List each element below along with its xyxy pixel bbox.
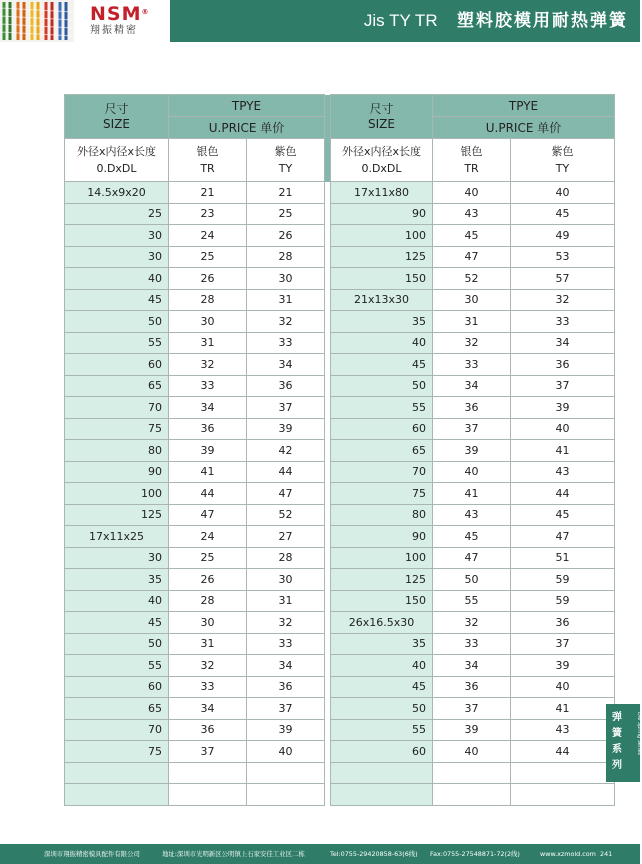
size-cell: 90 (331, 203, 433, 225)
ty-price-cell: 36 (247, 676, 325, 698)
size-cell: 100 (331, 547, 433, 569)
ty-header-right: 紫色 TY (511, 139, 615, 182)
tr-price-cell (169, 784, 247, 806)
ty-price-cell: 33 (511, 311, 615, 333)
table-row (65, 504, 615, 526)
tr-price-cell: 32 (433, 332, 511, 354)
ty-price-cell: 42 (247, 440, 325, 462)
ty-price-cell: 37 (511, 633, 615, 655)
tr-price-cell: 31 (169, 332, 247, 354)
ty-price-cell: 40 (511, 182, 615, 204)
ty-price-cell: 41 (511, 698, 615, 720)
size-cell: 65 (65, 375, 169, 397)
size-cell: 80 (65, 440, 169, 462)
ty-price-cell: 34 (247, 655, 325, 677)
tr-price-cell: 55 (433, 590, 511, 612)
tr-price-cell: 32 (169, 354, 247, 376)
ty-price-cell: 28 (247, 547, 325, 569)
tr-price-cell: 24 (169, 526, 247, 548)
size-cell: 25 (65, 203, 169, 225)
size-cell: 150 (331, 590, 433, 612)
size-cell: 45 (331, 354, 433, 376)
price-table (64, 94, 615, 806)
size-cell: 50 (65, 633, 169, 655)
tr-price-cell: 39 (433, 719, 511, 741)
tr-price-cell: 45 (433, 225, 511, 247)
size-cell: 125 (65, 504, 169, 526)
brand-name-cn: 翔振精密 (90, 25, 138, 36)
ty-price-cell: 47 (511, 526, 615, 548)
size-cell: 35 (331, 311, 433, 333)
tr-price-cell: 43 (433, 203, 511, 225)
tr-price-cell: 39 (433, 440, 511, 462)
tr-price-cell: 31 (169, 633, 247, 655)
ty-price-cell: 31 (247, 590, 325, 612)
tr-price-cell: 47 (169, 504, 247, 526)
tr-price-cell: 25 (169, 547, 247, 569)
table-row (65, 268, 615, 290)
ty-price-cell (511, 762, 615, 784)
size-cell: 70 (65, 397, 169, 419)
dim-header-right: 外径x内径x长度 0.DxDL (331, 139, 433, 182)
ty-price-cell: 40 (247, 741, 325, 763)
size-cell: 100 (65, 483, 169, 505)
tr-price-cell: 40 (433, 741, 511, 763)
size-cell: 30 (65, 547, 169, 569)
size-cell (65, 762, 169, 784)
tr-price-cell: 33 (433, 354, 511, 376)
page-footer (0, 844, 640, 864)
tr-header-left: 银色 TR (169, 139, 247, 182)
ty-price-cell: 36 (511, 612, 615, 634)
ty-price-cell: 39 (247, 719, 325, 741)
side-tab-label-en: Die Spring Series (636, 712, 642, 756)
ty-price-cell: 30 (247, 569, 325, 591)
ty-price-cell: 30 (247, 268, 325, 290)
ty-price-cell: 40 (511, 418, 615, 440)
table-row (65, 526, 615, 548)
size-cell: 60 (65, 354, 169, 376)
tr-price-cell: 25 (169, 246, 247, 268)
size-cell: 60 (331, 418, 433, 440)
size-cell: 30 (65, 225, 169, 247)
logo-area (0, 0, 170, 42)
table-row (65, 569, 615, 591)
size-cell: 65 (65, 698, 169, 720)
ty-price-cell: 40 (511, 676, 615, 698)
page-title (364, 0, 628, 42)
tr-price-cell: 36 (433, 676, 511, 698)
ty-price-cell: 37 (247, 698, 325, 720)
tr-price-cell: 43 (433, 504, 511, 526)
table-row (65, 676, 615, 698)
springs-image (0, 0, 74, 42)
tr-price-cell: 41 (169, 461, 247, 483)
size-cell: 125 (331, 569, 433, 591)
size-cell: 50 (331, 698, 433, 720)
ty-price-cell: 43 (511, 461, 615, 483)
title-cn: 塑料胶模用耐热弹簧 (457, 11, 628, 31)
footer-fax: Fax:0755-27548871-72(2线) (430, 850, 520, 858)
size-cell: 55 (65, 332, 169, 354)
ty-price-cell: 45 (511, 203, 615, 225)
size-cell: 70 (65, 719, 169, 741)
size-cell: 75 (65, 741, 169, 763)
ty-price-cell: 53 (511, 246, 615, 268)
ty-price-cell: 52 (247, 504, 325, 526)
ty-price-cell: 44 (247, 461, 325, 483)
tr-price-cell: 24 (169, 225, 247, 247)
ty-price-cell: 25 (247, 203, 325, 225)
tr-price-cell: 34 (433, 655, 511, 677)
size-cell: 40 (65, 590, 169, 612)
ty-price-cell: 34 (247, 354, 325, 376)
side-tab (606, 704, 640, 782)
ty-price-cell: 33 (247, 332, 325, 354)
price-header-right: U.PRICE 单价 (433, 117, 615, 139)
ty-price-cell: 26 (247, 225, 325, 247)
table-row (65, 311, 615, 333)
ty-price-cell: 47 (247, 483, 325, 505)
table-row (65, 719, 615, 741)
ty-price-cell: 21 (247, 182, 325, 204)
size-cell: 55 (331, 719, 433, 741)
footer-company: 深圳市翔振精密模具配件有限公司 (44, 850, 140, 858)
footer-page-number: 241 (600, 850, 613, 858)
ty-price-cell: 37 (247, 397, 325, 419)
ty-price-cell: 28 (247, 246, 325, 268)
table-row (65, 375, 615, 397)
table-row (65, 332, 615, 354)
tr-price-cell: 33 (433, 633, 511, 655)
size-cell: 75 (65, 418, 169, 440)
size-cell: 21x13x30 (331, 289, 433, 311)
size-cell: 45 (65, 289, 169, 311)
table-row (65, 483, 615, 505)
tr-price-cell: 23 (169, 203, 247, 225)
ty-price-cell: 33 (247, 633, 325, 655)
tr-price-cell: 34 (433, 375, 511, 397)
tr-price-cell (433, 784, 511, 806)
size-cell: 75 (331, 483, 433, 505)
table-row (65, 590, 615, 612)
tr-price-cell: 30 (169, 311, 247, 333)
side-tab-label-cn: 弹簧系列 (612, 712, 622, 771)
ty-price-cell: 32 (247, 311, 325, 333)
ty-price-cell: 57 (511, 268, 615, 290)
table-row (65, 225, 615, 247)
size-cell: 90 (65, 461, 169, 483)
size-cell: 150 (331, 268, 433, 290)
footer-tel: Tel:0755-29420858-63(6线) (330, 850, 418, 858)
ty-price-cell: 36 (511, 354, 615, 376)
table-row (65, 762, 615, 784)
page-header (0, 0, 640, 42)
table-row (65, 397, 615, 419)
ty-price-cell: 27 (247, 526, 325, 548)
size-cell (331, 784, 433, 806)
tr-price-cell: 31 (433, 311, 511, 333)
table-row (65, 547, 615, 569)
table-row (65, 655, 615, 677)
tr-price-cell: 26 (169, 268, 247, 290)
table-row (65, 612, 615, 634)
size-cell: 17x11x80 (331, 182, 433, 204)
ty-price-cell: 36 (247, 375, 325, 397)
ty-price-cell (247, 762, 325, 784)
tr-price-cell: 32 (169, 655, 247, 677)
size-cell: 60 (65, 676, 169, 698)
size-cell: 70 (331, 461, 433, 483)
tr-price-cell: 37 (433, 418, 511, 440)
size-cell: 40 (65, 268, 169, 290)
table-row (65, 440, 615, 462)
ty-price-cell: 44 (511, 741, 615, 763)
tr-price-cell: 33 (169, 676, 247, 698)
tr-price-cell (433, 762, 511, 784)
ty-price-cell (247, 784, 325, 806)
tr-price-cell: 52 (433, 268, 511, 290)
tr-price-cell (169, 762, 247, 784)
size-cell: 55 (65, 655, 169, 677)
tr-price-cell: 39 (169, 440, 247, 462)
table-row (65, 633, 615, 655)
type-header-left: TPYE (169, 95, 325, 117)
size-cell: 45 (331, 676, 433, 698)
footer-website: www.xzmold.com (540, 850, 596, 858)
tr-price-cell: 50 (433, 569, 511, 591)
size-cell: 35 (331, 633, 433, 655)
tr-price-cell: 45 (433, 526, 511, 548)
ty-price-cell: 59 (511, 569, 615, 591)
size-cell: 35 (65, 569, 169, 591)
table-row (65, 461, 615, 483)
ty-price-cell (511, 784, 615, 806)
type-header-right: TPYE (433, 95, 615, 117)
table-row (65, 354, 615, 376)
size-header-right: 尺寸 SIZE (331, 95, 433, 139)
size-cell: 45 (65, 612, 169, 634)
size-cell: 17x11x25 (65, 526, 169, 548)
ty-price-cell: 37 (511, 375, 615, 397)
table-row (65, 784, 615, 806)
tr-price-cell: 30 (433, 289, 511, 311)
tr-price-cell: 37 (433, 698, 511, 720)
tr-price-cell: 40 (433, 461, 511, 483)
tr-price-cell: 34 (169, 698, 247, 720)
size-cell (331, 762, 433, 784)
table-row (65, 246, 615, 268)
tr-price-cell: 41 (433, 483, 511, 505)
size-header-left: 尺寸 SIZE (65, 95, 169, 139)
tr-price-cell: 34 (169, 397, 247, 419)
tr-price-cell: 47 (433, 246, 511, 268)
tr-price-cell: 33 (169, 375, 247, 397)
tr-price-cell: 47 (433, 547, 511, 569)
tr-price-cell: 36 (433, 397, 511, 419)
ty-price-cell: 39 (247, 418, 325, 440)
size-cell: 100 (331, 225, 433, 247)
ty-price-cell: 34 (511, 332, 615, 354)
title-en: Jis TY TR (363, 11, 438, 30)
tr-price-cell: 26 (169, 569, 247, 591)
size-cell: 50 (65, 311, 169, 333)
dim-header-left: 外径x内径x长度 0.DxDL (65, 139, 169, 182)
tr-price-cell: 40 (433, 182, 511, 204)
tr-price-cell: 28 (169, 590, 247, 612)
ty-price-cell: 39 (511, 655, 615, 677)
price-header-left: U.PRICE 单价 (169, 117, 325, 139)
ty-price-cell: 32 (511, 289, 615, 311)
ty-price-cell: 49 (511, 225, 615, 247)
ty-price-cell: 44 (511, 483, 615, 505)
ty-price-cell: 31 (247, 289, 325, 311)
size-cell: 125 (331, 246, 433, 268)
tr-price-cell: 44 (169, 483, 247, 505)
size-cell: 60 (331, 741, 433, 763)
ty-price-cell: 51 (511, 547, 615, 569)
ty-price-cell: 39 (511, 397, 615, 419)
brand (90, 4, 160, 38)
tr-price-cell: 36 (169, 418, 247, 440)
size-cell: 26x16.5x30 (331, 612, 433, 634)
footer-address: 地址:深圳市光明新区公明镇上石家安佳工业区二栋 (162, 850, 305, 858)
ty-price-cell: 32 (247, 612, 325, 634)
size-cell: 40 (331, 332, 433, 354)
table-row (65, 418, 615, 440)
table-row (65, 203, 615, 225)
tr-price-cell: 28 (169, 289, 247, 311)
ty-price-cell: 43 (511, 719, 615, 741)
size-cell: 65 (331, 440, 433, 462)
tr-header-right: 银色 TR (433, 139, 511, 182)
tr-price-cell: 37 (169, 741, 247, 763)
tr-price-cell: 30 (169, 612, 247, 634)
ty-price-cell: 59 (511, 590, 615, 612)
size-cell: 90 (331, 526, 433, 548)
size-cell: 40 (331, 655, 433, 677)
tr-price-cell: 36 (169, 719, 247, 741)
size-cell: 30 (65, 246, 169, 268)
ty-price-cell: 41 (511, 440, 615, 462)
ty-header-left: 紫色 TY (247, 139, 325, 182)
table-row (65, 698, 615, 720)
table-row (65, 289, 615, 311)
header-row-3 (65, 139, 615, 182)
ty-price-cell: 45 (511, 504, 615, 526)
size-cell: 14.5x9x20 (65, 182, 169, 204)
size-cell (65, 784, 169, 806)
size-cell: 50 (331, 375, 433, 397)
tr-price-cell: 32 (433, 612, 511, 634)
table-row (65, 182, 615, 204)
size-cell: 55 (331, 397, 433, 419)
brand-logo: NSM® (90, 3, 150, 25)
size-cell: 80 (331, 504, 433, 526)
header-row-1 (65, 95, 615, 117)
tr-price-cell: 21 (169, 182, 247, 204)
table-row (65, 741, 615, 763)
